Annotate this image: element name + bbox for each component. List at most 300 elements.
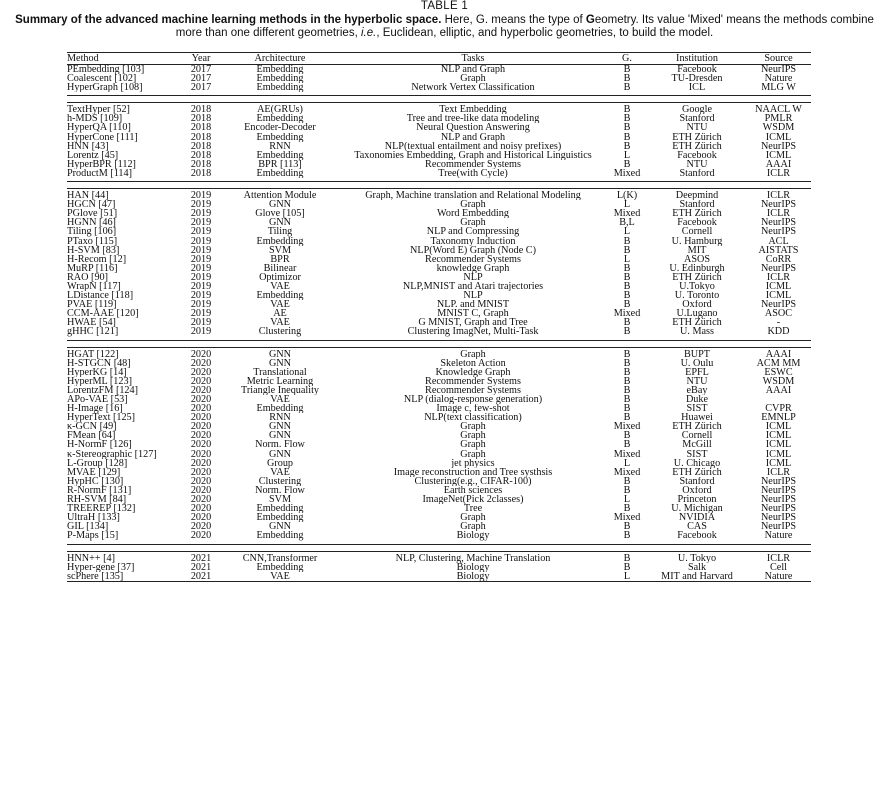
cell-method: κ-Stereographic [127] bbox=[67, 449, 157, 459]
cell-geometry: B bbox=[623, 74, 631, 84]
cell-source: NAACL W bbox=[755, 105, 802, 115]
cell-architecture: Encoder-Decoder bbox=[244, 123, 316, 133]
cell-method: GIL [134] bbox=[67, 522, 109, 532]
cell-architecture: SVM bbox=[268, 245, 292, 255]
cell-architecture: Clustering bbox=[258, 476, 302, 486]
table-row bbox=[67, 431, 811, 440]
table-row bbox=[67, 404, 811, 413]
cell-method: HyperCone [111] bbox=[67, 132, 138, 142]
cell-source: NeurIPS bbox=[760, 218, 797, 228]
cell-institution: TU-Dresden bbox=[671, 74, 723, 84]
cell-method: LDistance [118] bbox=[67, 291, 134, 301]
cell-year: 2018 bbox=[190, 114, 212, 124]
table-row bbox=[67, 572, 811, 581]
cell-method: H-NormF [126] bbox=[67, 440, 132, 450]
cell-institution: NTU bbox=[686, 159, 708, 169]
cell-institution: Cornell bbox=[681, 431, 713, 441]
cell-tasks: Neural Question Answering bbox=[416, 123, 530, 133]
cell-method: RAO [90] bbox=[67, 272, 109, 282]
cell-institution: MIT and Harvard bbox=[661, 571, 733, 581]
cell-source: ICML bbox=[765, 458, 792, 468]
cell-method: HGCN [47] bbox=[67, 200, 116, 210]
cell-tasks: Graph bbox=[460, 200, 486, 210]
cell-geometry: B bbox=[623, 485, 631, 496]
cell-institution: Princeton bbox=[677, 495, 717, 505]
cell-geometry: L bbox=[623, 495, 631, 505]
cell-institution: BUPT bbox=[683, 349, 711, 359]
cell-tasks: G MNIST, Graph and Tree bbox=[418, 318, 528, 328]
cell-architecture: Embedding bbox=[256, 404, 304, 414]
table-row bbox=[67, 105, 811, 114]
cell-method: WrapN [117] bbox=[67, 281, 121, 292]
cell-method: HyperKG [14] bbox=[67, 367, 127, 377]
table-caption bbox=[10, 0, 879, 41]
cell-architecture: VAE bbox=[270, 281, 290, 292]
cell-source: AAAI bbox=[765, 159, 792, 169]
cell-geometry: Mixed bbox=[613, 449, 641, 459]
cell-tasks: NLP. and MNIST bbox=[436, 300, 510, 310]
cell-architecture: Embedding bbox=[256, 562, 304, 572]
cell-year: 2020 bbox=[190, 513, 212, 523]
table-row bbox=[67, 209, 811, 218]
cell-tasks: Earth sciences bbox=[443, 485, 503, 496]
cell-institution: NTU bbox=[686, 123, 708, 133]
cell-tasks: Graph bbox=[460, 218, 486, 228]
cell-tasks: Knowledge Graph bbox=[435, 367, 511, 377]
cell-source: ICML bbox=[765, 132, 792, 142]
cell-method: Lorentz [45] bbox=[67, 150, 119, 160]
cell-year: 2019 bbox=[190, 318, 212, 328]
cell-architecture: Embedding bbox=[256, 531, 304, 541]
cell-institution: ETH Zürich bbox=[672, 141, 722, 151]
cell-institution: Duke bbox=[685, 395, 709, 405]
cell-geometry: B bbox=[623, 385, 631, 395]
cell-geometry: B bbox=[623, 263, 631, 273]
cell-geometry: B bbox=[623, 300, 631, 310]
cell-architecture: Optimizor bbox=[259, 272, 301, 282]
cell-year: 2017 bbox=[190, 74, 212, 84]
cell-year: 2018 bbox=[190, 159, 212, 169]
cell-method: P-Maps [15] bbox=[67, 531, 119, 541]
cell-source: - bbox=[776, 318, 781, 328]
cell-source: WSDM bbox=[762, 123, 795, 133]
table-row bbox=[67, 255, 811, 264]
cell-source: CoRR bbox=[765, 254, 792, 264]
cell-institution: ETH Zürich bbox=[672, 422, 722, 432]
cell-year: 2019 bbox=[190, 227, 212, 237]
cell-geometry: B bbox=[623, 114, 631, 124]
cell-method: Tiling [106] bbox=[67, 227, 117, 237]
table-row bbox=[67, 531, 811, 540]
cell-year: 2018 bbox=[190, 141, 212, 151]
cell-year: 2018 bbox=[190, 150, 212, 160]
cell-source: KDD bbox=[767, 327, 790, 337]
cell-year: 2017 bbox=[190, 65, 212, 75]
cell-method: L-Group [128] bbox=[67, 458, 128, 468]
table-row bbox=[67, 237, 811, 246]
table-label: TABLE 1 bbox=[420, 0, 469, 12]
cell-institution: U. Edinburgh bbox=[669, 263, 725, 273]
cell-architecture: Attention Module bbox=[243, 191, 317, 201]
cell-source: ACM MM bbox=[756, 358, 801, 368]
cell-architecture: Embedding bbox=[256, 236, 304, 246]
cell-source: ICLR bbox=[766, 272, 791, 282]
cell-year: 2020 bbox=[190, 531, 212, 541]
table-row bbox=[67, 65, 811, 74]
cell-source: MLG W bbox=[761, 83, 796, 93]
table-row bbox=[67, 309, 811, 318]
table-row bbox=[67, 227, 811, 236]
cell-method: UltraH [133] bbox=[67, 513, 120, 523]
cell-institution: Facebook bbox=[677, 218, 717, 228]
cell-geometry: B bbox=[623, 440, 631, 450]
caption-geometry-letter: G bbox=[585, 13, 595, 26]
cell-geometry: B bbox=[623, 376, 631, 386]
cell-method: ProductM [114] bbox=[67, 168, 132, 179]
cell-institution: ETH Zürich bbox=[672, 209, 722, 219]
cell-method: MVAE [129] bbox=[67, 467, 121, 477]
cell-institution: Google bbox=[682, 105, 712, 115]
cell-tasks: Word Embedding bbox=[437, 209, 509, 219]
caption-title: Summary of the advanced machine learning methods in the hyperbolic space. bbox=[15, 13, 442, 26]
cell-geometry: L(K) bbox=[616, 191, 638, 201]
cell-tasks: Recommender Systems bbox=[425, 376, 521, 386]
cell-architecture: VAE bbox=[270, 300, 290, 310]
cell-institution: SIST bbox=[686, 404, 708, 414]
table-row bbox=[67, 74, 811, 83]
table-row bbox=[67, 368, 811, 377]
cell-institution: NTU bbox=[686, 376, 708, 386]
cell-geometry: B bbox=[623, 404, 631, 414]
cell-geometry: B bbox=[623, 281, 631, 292]
cell-tasks: Image c, few-shot bbox=[436, 404, 510, 414]
cell-method: H-SVM [83] bbox=[67, 245, 120, 255]
cell-tasks: NLP(textual entailment and noisy prefixes) bbox=[384, 141, 562, 151]
header-geometry: G. bbox=[622, 53, 632, 64]
cell-year: 2020 bbox=[190, 522, 212, 532]
cell-geometry: B bbox=[623, 159, 631, 169]
cell-source: Nature bbox=[764, 571, 793, 581]
cell-method: H-Image [16] bbox=[67, 404, 123, 414]
cell-architecture: Embedding bbox=[256, 65, 304, 75]
cell-source bbox=[746, 395, 811, 404]
cell-geometry: B bbox=[623, 349, 631, 359]
cell-year: 2021 bbox=[190, 553, 212, 563]
cell-tasks: Tree bbox=[463, 504, 483, 514]
cell-source: ICLR bbox=[766, 168, 791, 179]
cell-method: CCM-AAE [120] bbox=[67, 309, 139, 319]
cell-geometry: B bbox=[623, 272, 631, 282]
cell-architecture: GNN bbox=[268, 349, 292, 359]
cell-geometry: Mixed bbox=[613, 209, 641, 219]
cell-method: PGlove [51] bbox=[67, 209, 118, 219]
cell-year: 2019 bbox=[190, 209, 212, 219]
cell-architecture: VAE bbox=[270, 395, 290, 405]
cell-year: 2018 bbox=[190, 168, 212, 179]
cell-year: 2019 bbox=[190, 281, 212, 292]
cell-geometry: L bbox=[623, 200, 631, 210]
cell-source: NeurIPS bbox=[760, 227, 797, 237]
cell-geometry: B bbox=[623, 83, 631, 93]
table-row bbox=[67, 422, 811, 431]
cell-method: HyperText [125] bbox=[67, 413, 136, 423]
cell-year: 2020 bbox=[190, 440, 212, 450]
cell-architecture: Glove [105] bbox=[255, 209, 305, 219]
header-architecture: Architecture bbox=[254, 53, 306, 64]
cell-year: 2020 bbox=[190, 413, 212, 423]
cell-geometry: L bbox=[623, 150, 631, 160]
cell-source: NeurIPS bbox=[760, 200, 797, 210]
cell-method: R-NormF [131] bbox=[67, 485, 132, 496]
cell-source: ICML bbox=[765, 150, 792, 160]
cell-institution: EPFL bbox=[685, 367, 709, 377]
cell-method: PVAE [119] bbox=[67, 300, 117, 310]
cell-institution: Oxford bbox=[682, 485, 712, 496]
header-year: Year bbox=[191, 53, 211, 64]
table-row bbox=[67, 495, 811, 504]
table-row bbox=[67, 218, 811, 227]
cell-source: NeurIPS bbox=[760, 504, 797, 514]
cell-institution: SIST bbox=[686, 449, 708, 459]
cell-source: ASOC bbox=[764, 309, 793, 319]
cell-institution: Stanford bbox=[679, 200, 715, 210]
cell-architecture: Embedding bbox=[256, 504, 304, 514]
cell-institution: ETH Zürich bbox=[672, 132, 722, 142]
cell-geometry: B bbox=[623, 358, 631, 368]
cell-year: 2019 bbox=[190, 254, 212, 264]
cell-institution: eBay bbox=[686, 385, 708, 395]
cell-method: HNN [43] bbox=[67, 141, 109, 151]
cell-method: Hyper-gene [37] bbox=[67, 562, 135, 572]
cell-source: NeurIPS bbox=[760, 476, 797, 486]
cell-year: 2017 bbox=[190, 83, 212, 93]
cell-architecture: Translational bbox=[253, 367, 307, 377]
cell-source: NeurIPS bbox=[760, 141, 797, 151]
cell-geometry: B bbox=[623, 413, 631, 423]
cell-geometry: L bbox=[623, 227, 631, 237]
caption-text-3: , Euclidean, elliptic, and hyperbolic geometries, to build the model. bbox=[376, 27, 714, 39]
cell-architecture: Clustering bbox=[258, 327, 302, 337]
cell-geometry: L bbox=[623, 458, 631, 468]
cell-method: APo-VAE [53] bbox=[67, 395, 128, 405]
cell-tasks: Graph bbox=[460, 422, 486, 432]
cell-source: ICML bbox=[765, 431, 792, 441]
cell-institution: Oxford bbox=[682, 300, 712, 310]
cell-geometry: Mixed bbox=[613, 422, 641, 432]
cell-year: 2019 bbox=[190, 218, 212, 228]
cell-architecture: Group bbox=[266, 458, 294, 468]
table-row bbox=[67, 563, 811, 572]
table-row bbox=[67, 114, 811, 123]
cell-institution: ETH Zürich bbox=[672, 318, 722, 328]
cell-institution: Stanford bbox=[679, 476, 715, 486]
cell-tasks: knowledge Graph bbox=[436, 263, 510, 273]
cell-tasks: Tree and tree-like data modeling bbox=[406, 114, 540, 124]
cell-architecture: Triangle Inequality bbox=[241, 385, 319, 395]
cell-tasks: Biology bbox=[456, 562, 490, 572]
table-row bbox=[67, 318, 811, 327]
cell-institution: Salk bbox=[687, 562, 707, 572]
cell-architecture: GNN bbox=[268, 200, 292, 210]
cell-institution: Huawei bbox=[681, 413, 713, 423]
cell-tasks: Graph, Machine translation and Relational Modeling bbox=[365, 191, 581, 201]
cell-tasks: Graph bbox=[460, 522, 486, 532]
cell-year: 2019 bbox=[190, 236, 212, 246]
table-row bbox=[67, 486, 811, 495]
cell-geometry: B bbox=[623, 236, 631, 246]
cell-architecture: Embedding bbox=[256, 513, 304, 523]
header-method: Method bbox=[67, 53, 99, 64]
cell-method: HGAT [122] bbox=[67, 349, 119, 359]
cell-tasks: Skeleton Action bbox=[440, 358, 506, 368]
cell-tasks: NLP, Clustering, Machine Translation bbox=[395, 553, 551, 563]
cell-tasks: Graph bbox=[460, 449, 486, 459]
cell-institution: Stanford bbox=[679, 114, 715, 124]
cell-architecture: RNN bbox=[269, 413, 291, 423]
cell-geometry: B bbox=[623, 141, 631, 151]
cell-architecture: AE(GRUs) bbox=[257, 105, 303, 115]
cell-geometry: B bbox=[623, 531, 631, 541]
cell-architecture: Metric Learning bbox=[246, 376, 314, 386]
cell-geometry: B bbox=[623, 395, 631, 405]
cell-method: HWAE [54] bbox=[67, 318, 116, 328]
cell-tasks: Network Vertex Classification bbox=[411, 83, 535, 93]
table-row bbox=[67, 282, 811, 291]
cell-year: 2020 bbox=[190, 449, 212, 459]
cell-tasks: Biology bbox=[456, 531, 490, 541]
cell-method: RH-SVM [84] bbox=[67, 495, 127, 505]
cell-tasks: Biology bbox=[456, 571, 490, 581]
cell-institution: ASOS bbox=[683, 254, 711, 264]
cell-tasks: Clustering(e.g., CIFAR-100) bbox=[414, 476, 532, 486]
cell-source: AISTATS bbox=[758, 245, 799, 255]
cell-institution: ETH Zürich bbox=[672, 467, 722, 477]
caption-text-2: eometry. Its value 'Mixed' means the methods combine more than one different geometries, bbox=[175, 13, 874, 39]
cell-tasks: Tree(with Cycle) bbox=[438, 168, 508, 179]
cell-geometry: B bbox=[623, 522, 631, 532]
cell-method: κ-GCN [49] bbox=[67, 422, 117, 432]
cell-tasks: Text Embedding bbox=[439, 105, 507, 115]
cell-geometry: B,L bbox=[619, 218, 635, 228]
cell-source: ICML bbox=[765, 422, 792, 432]
cell-institution: Stanford bbox=[679, 168, 715, 179]
table-row bbox=[67, 450, 811, 459]
cell-source: PMLR bbox=[764, 114, 793, 124]
cell-tasks: NLP bbox=[463, 291, 483, 301]
header-institution: Institution bbox=[676, 53, 718, 64]
cell-tasks: NLP and Compressing bbox=[426, 227, 520, 237]
cell-tasks: Taxonomy Induction bbox=[430, 236, 516, 246]
cell-institution: Facebook bbox=[677, 531, 717, 541]
group-separator bbox=[67, 181, 811, 189]
cell-institution: Cornell bbox=[681, 227, 713, 237]
cell-year: 2020 bbox=[190, 485, 212, 496]
cell-source: ICLR bbox=[766, 191, 791, 201]
table-row bbox=[67, 133, 811, 142]
cell-institution: CAS bbox=[687, 522, 707, 532]
cell-geometry: L bbox=[623, 571, 631, 581]
cell-year: 2020 bbox=[190, 349, 212, 359]
cell-source: NeurIPS bbox=[760, 65, 797, 75]
cell-source: AAAI bbox=[765, 349, 792, 359]
table-row bbox=[67, 350, 811, 359]
cell-source: WSDM bbox=[762, 376, 795, 386]
cell-method: PTaxo [115] bbox=[67, 236, 118, 246]
table-row bbox=[67, 151, 811, 160]
cell-architecture: Embedding bbox=[256, 291, 304, 301]
cell-source: NeurIPS bbox=[760, 263, 797, 273]
cell-architecture: BPR [113] bbox=[258, 159, 302, 169]
cell-method: LorentzFM [124] bbox=[67, 385, 139, 395]
table-row bbox=[67, 513, 811, 522]
cell-source: Nature bbox=[764, 531, 793, 541]
table-row bbox=[67, 522, 811, 531]
cell-architecture: Norm. Flow bbox=[255, 485, 305, 496]
cell-architecture: GNN bbox=[268, 431, 292, 441]
cell-geometry: L bbox=[623, 254, 631, 264]
cell-institution: U. Tokyo bbox=[677, 553, 717, 563]
cell-source: ICML bbox=[765, 291, 792, 301]
cell-tasks: NLP bbox=[463, 272, 483, 282]
group-separator bbox=[67, 544, 811, 552]
cell-institution: Facebook bbox=[677, 150, 717, 160]
cell-year: 2020 bbox=[190, 385, 212, 395]
table-row bbox=[67, 169, 811, 178]
cell-architecture: SVM bbox=[268, 495, 292, 505]
cell-geometry: B bbox=[623, 132, 631, 142]
table-row bbox=[67, 477, 811, 486]
cell-year: 2019 bbox=[190, 327, 212, 337]
cell-geometry: B bbox=[623, 291, 631, 301]
cell-geometry: B bbox=[623, 245, 631, 255]
cell-method: HGNN [46] bbox=[67, 218, 116, 228]
cell-source: NeurIPS bbox=[760, 485, 797, 496]
cell-architecture: RNN bbox=[269, 141, 291, 151]
cell-geometry: B bbox=[623, 105, 631, 115]
table-row bbox=[67, 440, 811, 449]
cell-architecture: VAE bbox=[270, 571, 290, 581]
cell-institution: U. Michigan bbox=[671, 504, 723, 514]
table-row bbox=[67, 160, 811, 169]
cell-year: 2019 bbox=[190, 191, 212, 201]
table-row bbox=[67, 264, 811, 273]
cell-year: 2021 bbox=[190, 562, 212, 572]
table-row bbox=[67, 554, 811, 563]
cell-institution: ICL bbox=[688, 83, 706, 93]
cell-source: NeurIPS bbox=[760, 513, 797, 523]
cell-method: HypHC [130] bbox=[67, 476, 124, 486]
cell-method: HAN [44] bbox=[67, 191, 109, 201]
cell-year: 2021 bbox=[190, 571, 212, 581]
table-row bbox=[67, 504, 811, 513]
table-row bbox=[67, 246, 811, 255]
cell-year: 2019 bbox=[190, 200, 212, 210]
cell-institution: NVIDIA bbox=[678, 513, 716, 523]
table-row bbox=[67, 83, 811, 92]
cell-institution: Facebook bbox=[677, 65, 717, 75]
table-row bbox=[67, 200, 811, 209]
cell-geometry: B bbox=[623, 476, 631, 486]
cell-year: 2018 bbox=[190, 123, 212, 133]
cell-tasks: Graph bbox=[460, 440, 486, 450]
table-row bbox=[67, 359, 811, 368]
cell-method: Coalescent [102] bbox=[67, 74, 137, 84]
cell-architecture: CNN,Transformer bbox=[242, 553, 318, 563]
cell-tasks: NLP(text classification) bbox=[424, 413, 522, 423]
cell-method: TREEREP [132] bbox=[67, 504, 136, 514]
cell-tasks: ImageNet(Pick 2classes) bbox=[422, 495, 524, 505]
cell-architecture: GNN bbox=[268, 358, 292, 368]
